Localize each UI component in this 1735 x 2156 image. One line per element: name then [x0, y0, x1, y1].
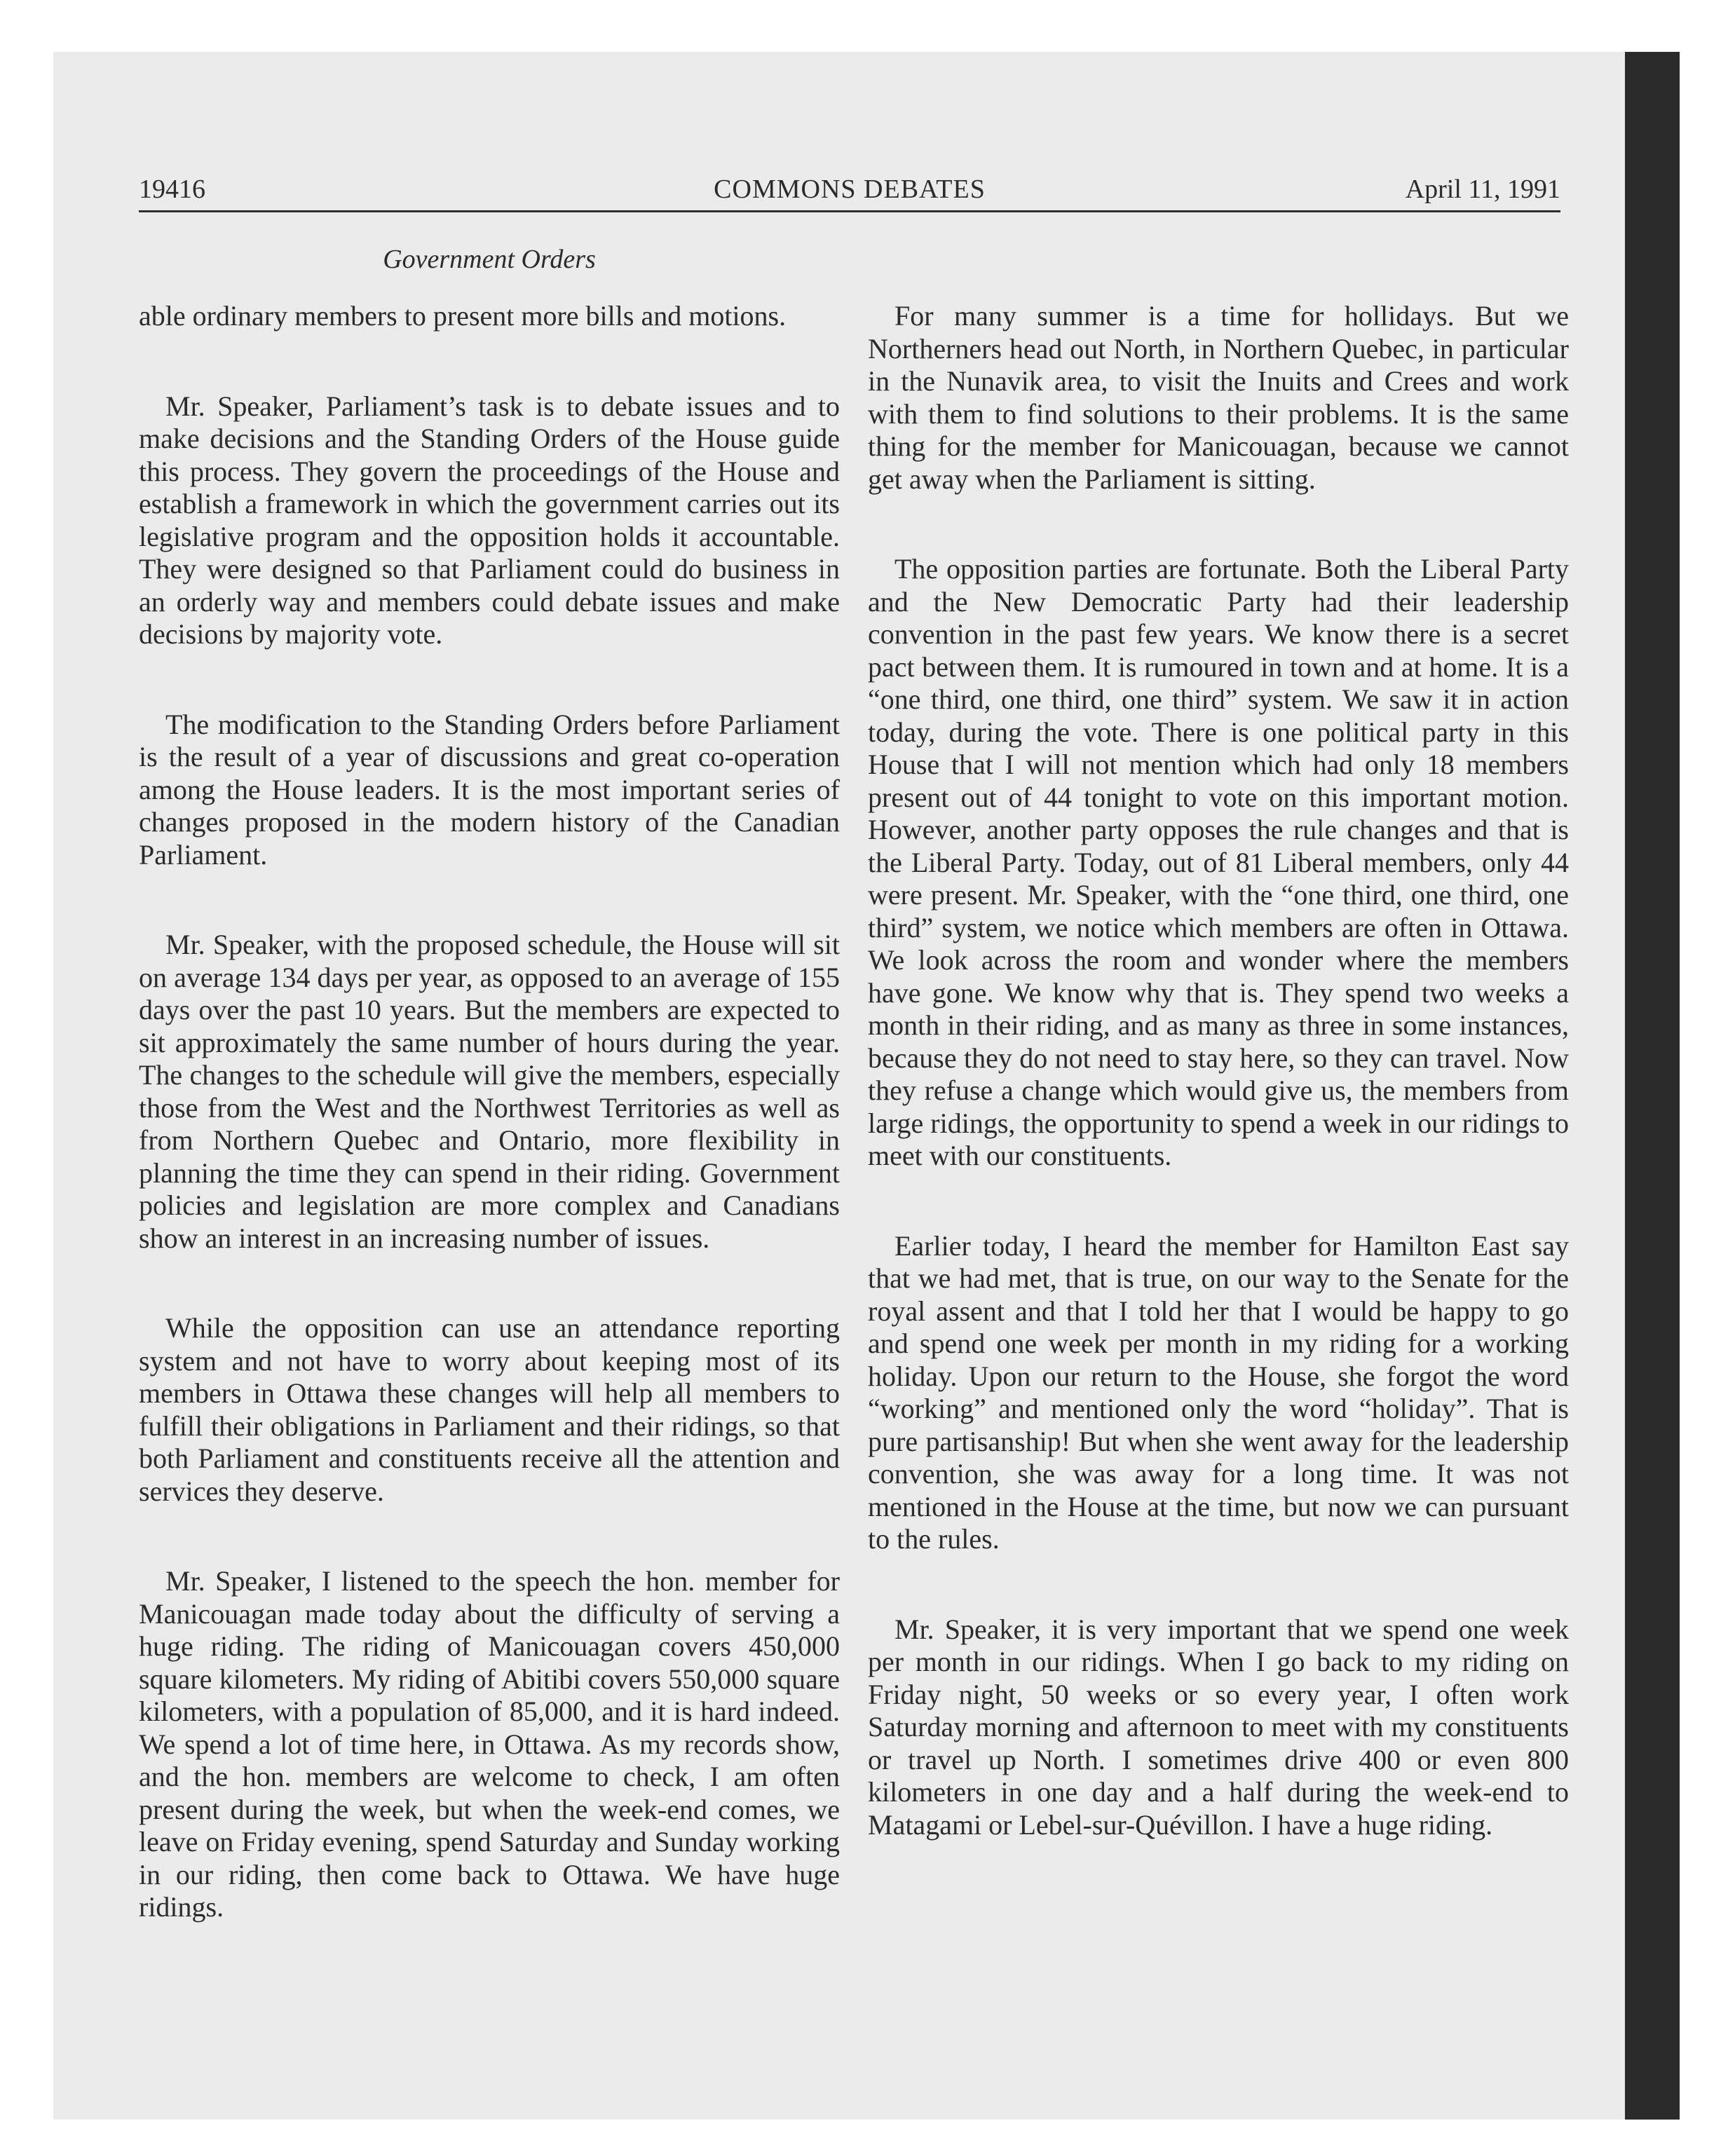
- publication-title: COMMONS DEBATES: [714, 175, 986, 204]
- paragraph: The opposition parties are fortunate. Both the Liberal Party and the New Democratic Party had their leadership convention in the past few years. We know there is a secret pact between them. It is rumoured in town and at home. It is a “one third, one third, one third” system. We saw it in action today, during the vote. There is one political party in this House that I will not mention which had only 18 members present out of 44 tonight to vote on this important motion. However, another party opposes the rule changes and that is the Liberal Party. Today, out of 81 Liberal members, only 44 were present. Mr. Speaker, with the “one third, one third, one third” system, we notice which members are often in Ottawa. We look across the room and wonder where the members have gone. We know why that is. They spend two weeks a month in their riding, and as many as three in some instances, because they do not need to stay here, so they can travel. Now they refuse a change which would give us, the members from large ridings, the opportunity to spend a week in our ridings to meet with our constituents.: [868, 553, 1569, 1171]
- left-column: [139, 300, 840, 1981]
- paragraph: Earlier today, I heard the member for Hamilton East say that we had met, that is true, on our way to the Senate for the royal assent and that I told her that I would be happy to go and spend one week per month in my riding for a working holiday. Upon our return to the House, she forgot the word “working” and mentioned only the word “holiday”. That is pure partisanship! But when she went away for the leadership convention, she was away for a long time. It was not mentioned in the House at the time, but now we can pursuant to the rules.: [868, 1229, 1569, 1555]
- paragraph: Mr. Speaker, with the proposed schedule, the House will sit on average 134 days per year, as opposed to an average of 155 days over the past 10 years. But the members are expected to sit approximately the same number of hours during the year. The changes to the schedule will give the members, especially those from the West and the Northwest Territories as well as from Northern Quebec and Ontario, more flexibility in planning the time they can spend in their riding. Government policies and legislation are more complex and Canadians show an interest in an increasing number of issues.: [139, 929, 840, 1254]
- page-number: 19416: [139, 175, 205, 204]
- paragraph: The modification to the Standing Orders before Parliament is the result of a year of discussions and great co-operation among the House leaders. It is the most important series of changes proposed in the modern history of the Canadian Parliament.: [139, 708, 840, 871]
- paragraph: Mr. Speaker, it is very important that we spend one week per month in our ridings. When I go back to my riding on Friday night, 50 weeks or so every year, I often work Saturday morning and afternoon to meet with my constituents or travel up North. I sometimes drive 400 or even 800 kilometers in one day and a half during the week-end to Matagami or Lebel-sur-Quévillon. I have a huge riding.: [868, 1613, 1569, 1841]
- paragraph: Mr. Speaker, I listened to the speech the hon. member for Manicouagan made today about the difficulty of serving a huge riding. The riding of Manicouagan covers 450,000 square kilometers. My riding of Abitibi covers 550,000 square kilometers, with a population of 85,000, and it is hard indeed. We spend a lot of time here, in Ottawa. As my records show, and the hon. members are welcome to check, I am often present during the week, but when the week-end comes, we leave on Friday evening, spend Saturday and Sunday working in our riding, then come back to Ottawa. We have huge ridings.: [139, 1565, 840, 1923]
- header-rule: [139, 210, 1560, 212]
- publication-date: April 11, 1991: [1405, 175, 1560, 204]
- section-title: Government Orders: [383, 245, 596, 274]
- paragraph: For many summer is a time for hollidays. But we Northerners head out North, in Northern Quebec, in particular in the Nunavik area, to visit the Inuits and Crees and work with them to find solutions to their problems. It is the same thing for the member for Manicouagan, because we cannot get away when the Parliament is sitting.: [868, 300, 1569, 495]
- paragraph: able ordinary members to present more bills and motions.: [139, 300, 787, 332]
- paragraph: Mr. Speaker, Parliament’s task is to debate issues and to make decisions and the Standing Orders of the House guide this process. They govern the proceedings of the House and establish a framework in which the government carries out its legislative program and the opposition holds it accountable. They were designed so that Parliament could do business in an orderly way and members could debate issues and make decisions by majority vote.: [139, 390, 840, 650]
- page-header: [139, 171, 1560, 207]
- paragraph: While the opposition can use an attendance reporting system and not have to worry about keeping most of its members in Ottawa these changes will help all members to fulfill their obligations in Parliament and their ridings, so that both Parliament and constituents receive all the attention and services they deserve.: [139, 1312, 840, 1507]
- right-column: [868, 300, 1569, 1899]
